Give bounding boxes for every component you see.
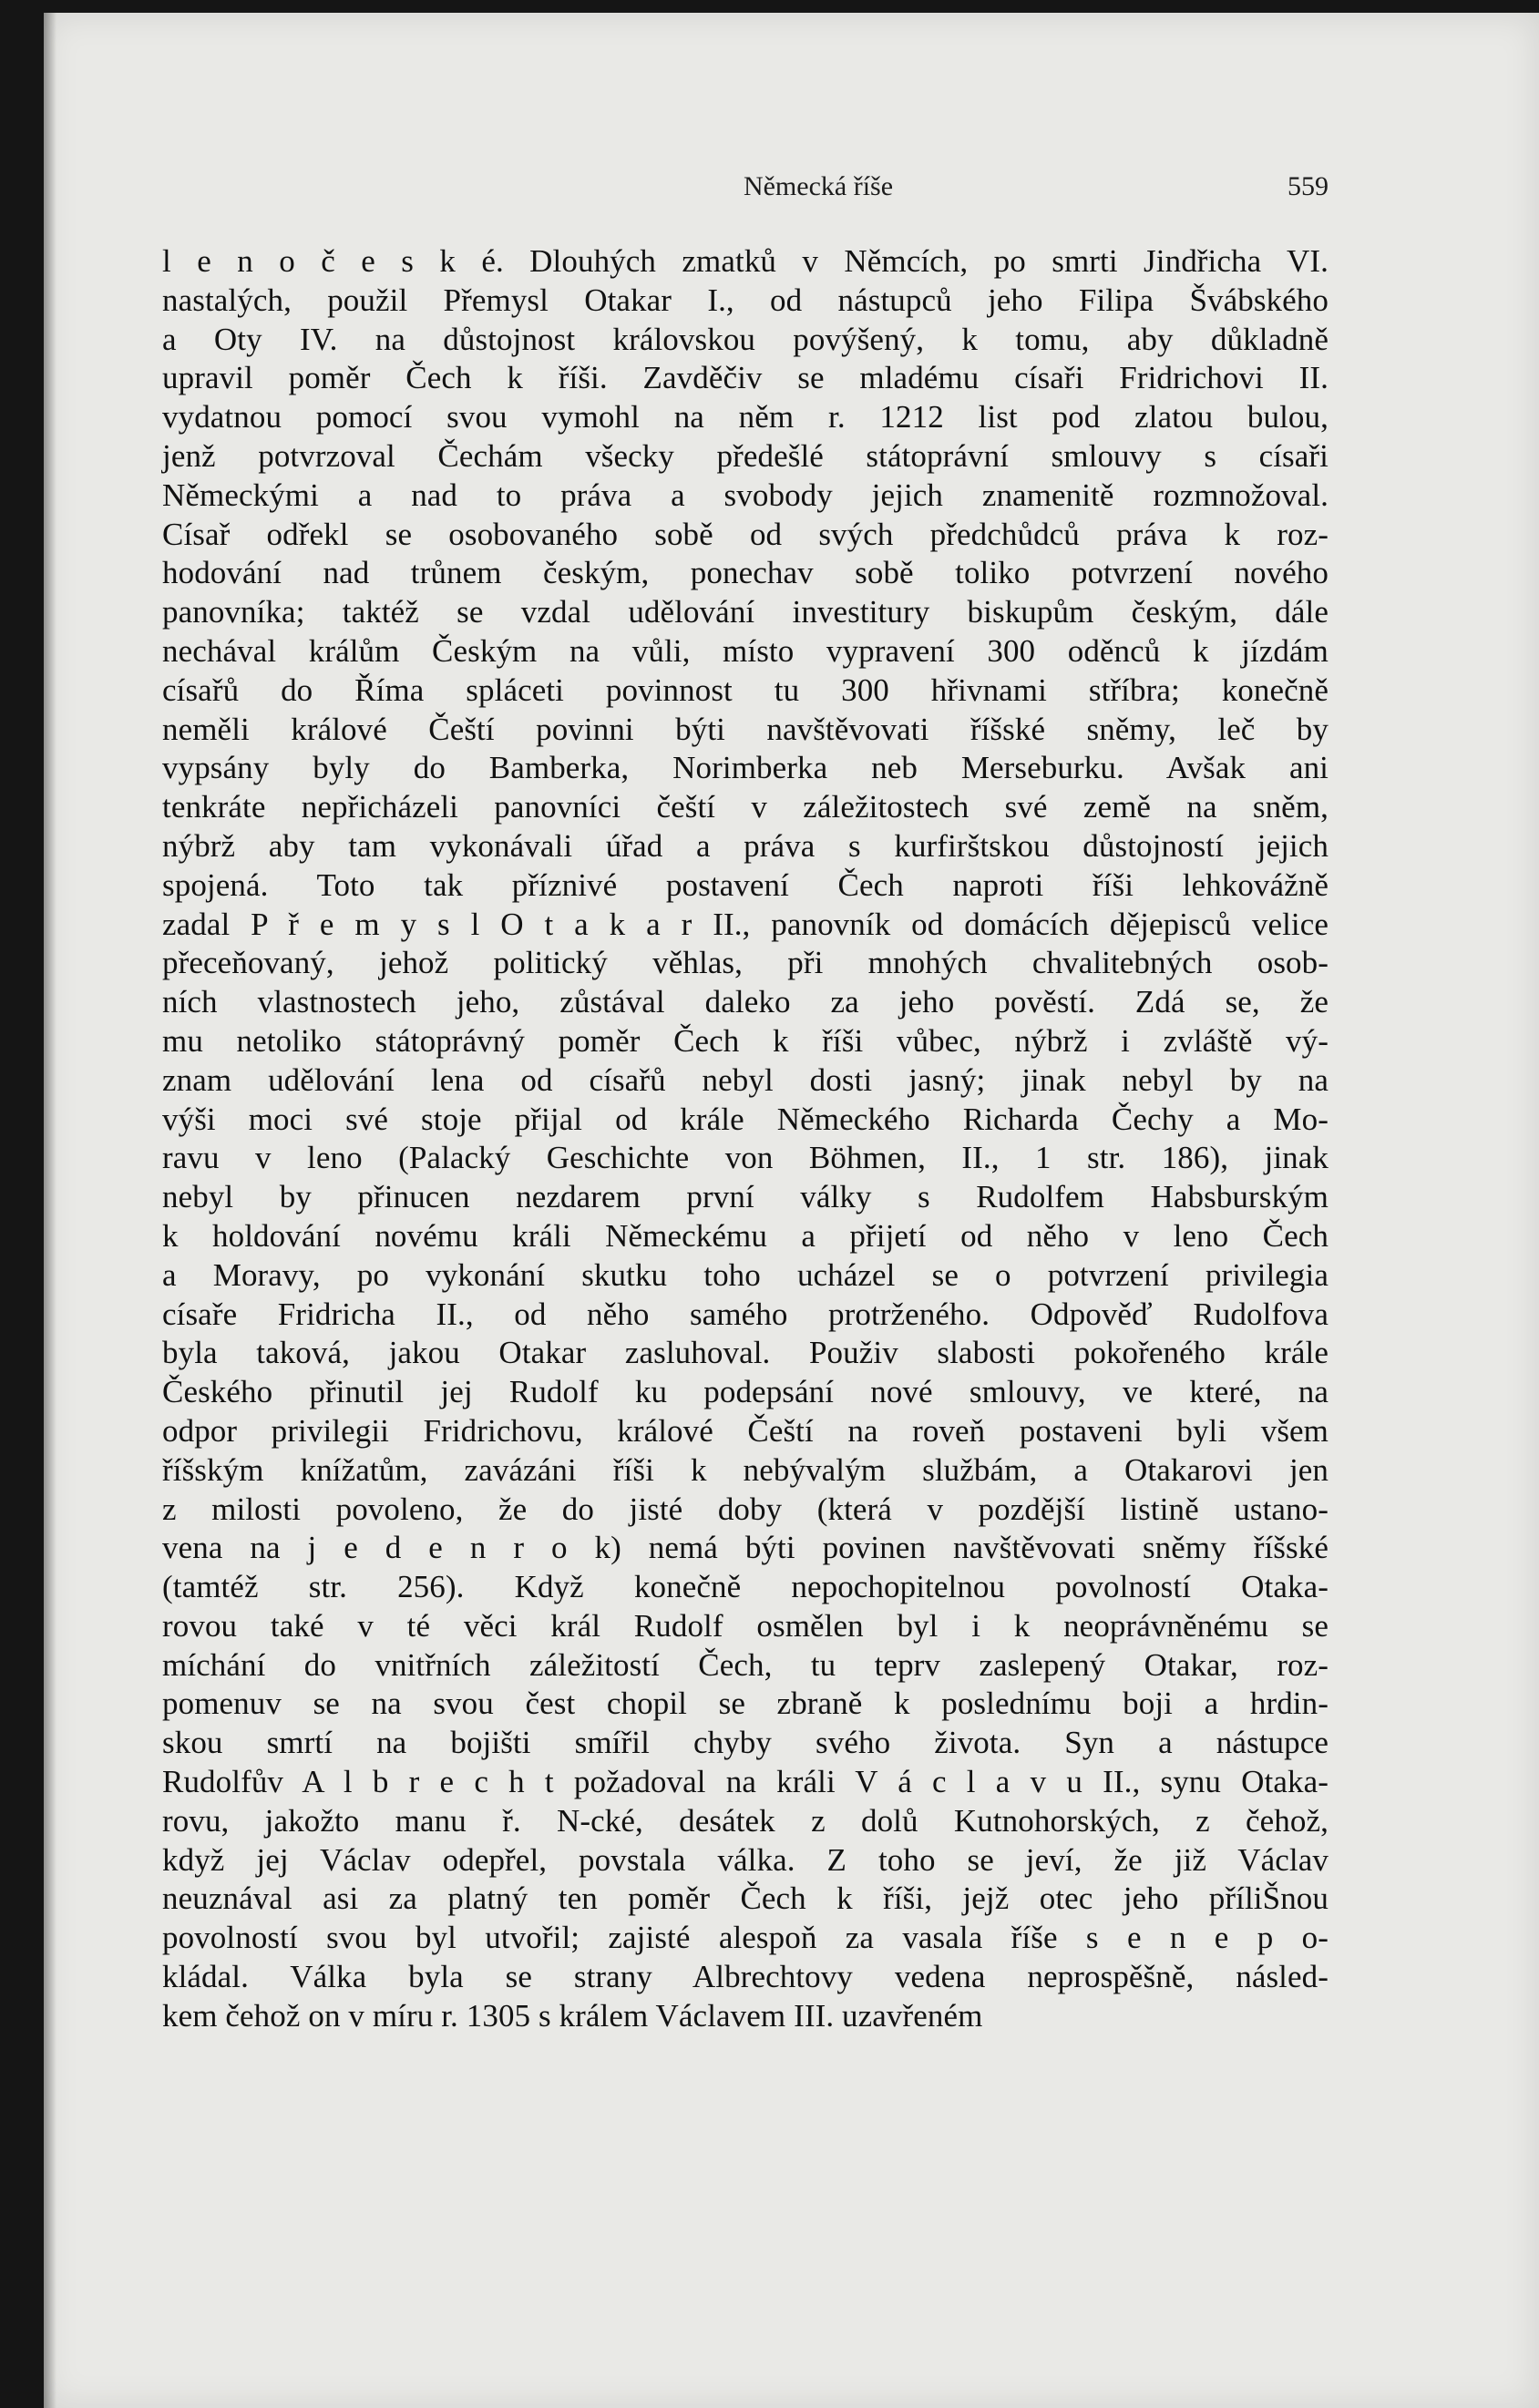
text-line: Českého přinutil jej Rudolf ku podepsání nové smlouvy, ve které, na	[162, 1374, 1329, 1410]
text-line: vydatnou pomocí svou vymohl na něm r. 1212 list pod zlatou bulou,	[162, 399, 1329, 435]
text-line: mu netoliko státoprávný poměr Čech k říši vůbec, nýbrž i zvláště vý-	[162, 1022, 1329, 1059]
text-line: odpor privilegii Fridrichovu, králové Čeští na roveň postaveni byli všem	[162, 1412, 1329, 1449]
book-page	[44, 13, 1539, 2408]
text-line: hodování nad trůnem českým, ponechav sobě toliko potvrzení nového	[162, 555, 1329, 591]
text-line: z milosti povoleno, že do jisté doby (která v pozdější listině ustano-	[162, 1491, 1329, 1527]
text-line: císařů do Říma spláceti povinnost tu 300 hřivnami stříbra; konečně	[162, 671, 1329, 708]
text-line: ravu v leno (Palacký Geschichte von Böhmen, II., 1 str. 186), jinak	[162, 1140, 1329, 1176]
text-line: neuznával asi za platný ten poměr Čech k říši, jejž otec jeho příliŠnou	[162, 1880, 1329, 1917]
text-line: míchání do vnitřních záležitostí Čech, tu teprv zaslepený Otakar, roz-	[162, 1646, 1329, 1683]
text-line: Rudolfův A l b r e c h t požadoval na králi V á c l a v u II., synu Otaka-	[162, 1764, 1329, 1800]
text-line: spojená. Toto tak příznivé postavení Čech naproti říši lehkovážně	[162, 866, 1329, 903]
text-line: Císař odřekl se osobovaného sobě od svých předchůdců práva k roz-	[162, 516, 1329, 552]
text-line: nechával králům Českým na vůli, místo vypravení 300 oděnců k jízdám	[162, 632, 1329, 669]
text-line: neměli králové Čeští povinni býti navštěvovati říšské sněmy, leč by	[162, 711, 1329, 747]
text-line: říšským knížatům, zavázáni říši k nebývalým službám, a Otakarovi jen	[162, 1451, 1329, 1488]
text-line: znam udělování lena od císařů nebyl dosti jasný; jinak nebyl by na	[162, 1061, 1329, 1098]
text-line: (tamtéž str. 256). Když konečně nepochopitelnou povolností Otaka-	[162, 1569, 1329, 1605]
text-line: a Oty IV. na důstojnost královskou povýšený, k tomu, aby důkladně	[162, 321, 1329, 357]
text-line: k holdování novému králi Německému a přijetí od něho v leno Čech	[162, 1217, 1329, 1254]
text-line: vena na j e d e n r o k) nemá býti povinen navštěvovati sněmy říšské	[162, 1530, 1329, 1566]
text-line: vypsány byly do Bamberka, Norimberka neb Merseburku. Avšak ani	[162, 750, 1329, 786]
text-line: jenž potvrzoval Čechám všecky předešlé státoprávní smlouvy s císaři	[162, 437, 1329, 474]
text-line: Německými a nad to práva a svobody jejich znamenitě rozmnožoval.	[162, 476, 1329, 513]
page-gutter-shadow	[44, 13, 56, 2408]
body-text	[162, 242, 1329, 2036]
text-line: pomenuv se na svou čest chopil se zbraně k poslednímu boji a hrdin-	[162, 1686, 1329, 1722]
text-line: a Moravy, po vykonání skutku toho ucházel se o potvrzení privilegia	[162, 1256, 1329, 1293]
page-number: 559	[1288, 171, 1329, 201]
running-head-title: Německá říše	[743, 171, 894, 201]
text-line: zadal P ř e m y s l O t a k a r II., panovník od domácích dějepisců velice	[162, 906, 1329, 942]
text-line: výši moci své stoje přijal od krále Německého Richarda Čechy a Mo-	[162, 1101, 1329, 1137]
text-line: císaře Fridricha II., od něho samého protrženého. Odpověď Rudolfova	[162, 1296, 1329, 1332]
text-line: kem čehož on v míru r. 1305 s králem Václavem III. uzavřeném	[162, 1997, 983, 2034]
text-line: tenkráte nepřicházeli panovníci čeští v záležitostech své země na sněm,	[162, 789, 1329, 825]
text-line: nýbrž aby tam vykonávali úřad a práva s kurfirštskou důstojností jejich	[162, 827, 1329, 864]
text-line: rovu, jakožto manu ř. N-cké, desátek z dolů Kutnohorských, z čehož,	[162, 1802, 1329, 1839]
text-line: upravil poměr Čech k říši. Zavděčiv se mladému císaři Fridrichovi II.	[162, 360, 1329, 396]
text-line: l e n o č e s k é. Dlouhých zmatků v Němcích, po smrti Jindřicha VI.	[162, 243, 1329, 279]
text-line: panovníka; taktéž se vzdal udělování investitury biskupům českým, dále	[162, 594, 1329, 630]
text-line: rovou také v té věci král Rudolf osmělen byl i k neoprávněnému se	[162, 1607, 1329, 1644]
text-line: kládal. Válka byla se strany Albrechtovy vedena neprospěšně, násled-	[162, 1959, 1329, 1995]
text-line: nastalých, použil Přemysl Otakar I., od nástupců jeho Filipa Švábského	[162, 282, 1329, 318]
text-line: když jej Václav odepřel, povstala válka. Z toho se jeví, že již Václav	[162, 1841, 1329, 1878]
text-line: přeceňovaný, jehož politický věhlas, při mnohých chvalitebných osob-	[162, 945, 1329, 981]
text-line: ních vlastnostech jeho, zůstával daleko za jeho pověstí. Zdá se, že	[162, 984, 1329, 1020]
text-line: skou smrtí na bojišti smířil chyby svého života. Syn a nástupce	[162, 1725, 1329, 1761]
text-line: povolností svou byl utvořil; zajisté alespoň za vasala říše s e n e p o-	[162, 1920, 1329, 1956]
text-line: nebyl by přinucen nezdarem první války s Rudolfem Habsburským	[162, 1179, 1329, 1215]
text-line: byla taková, jakou Otakar zasluhoval. Použiv slabosti pokořeného krále	[162, 1335, 1329, 1371]
